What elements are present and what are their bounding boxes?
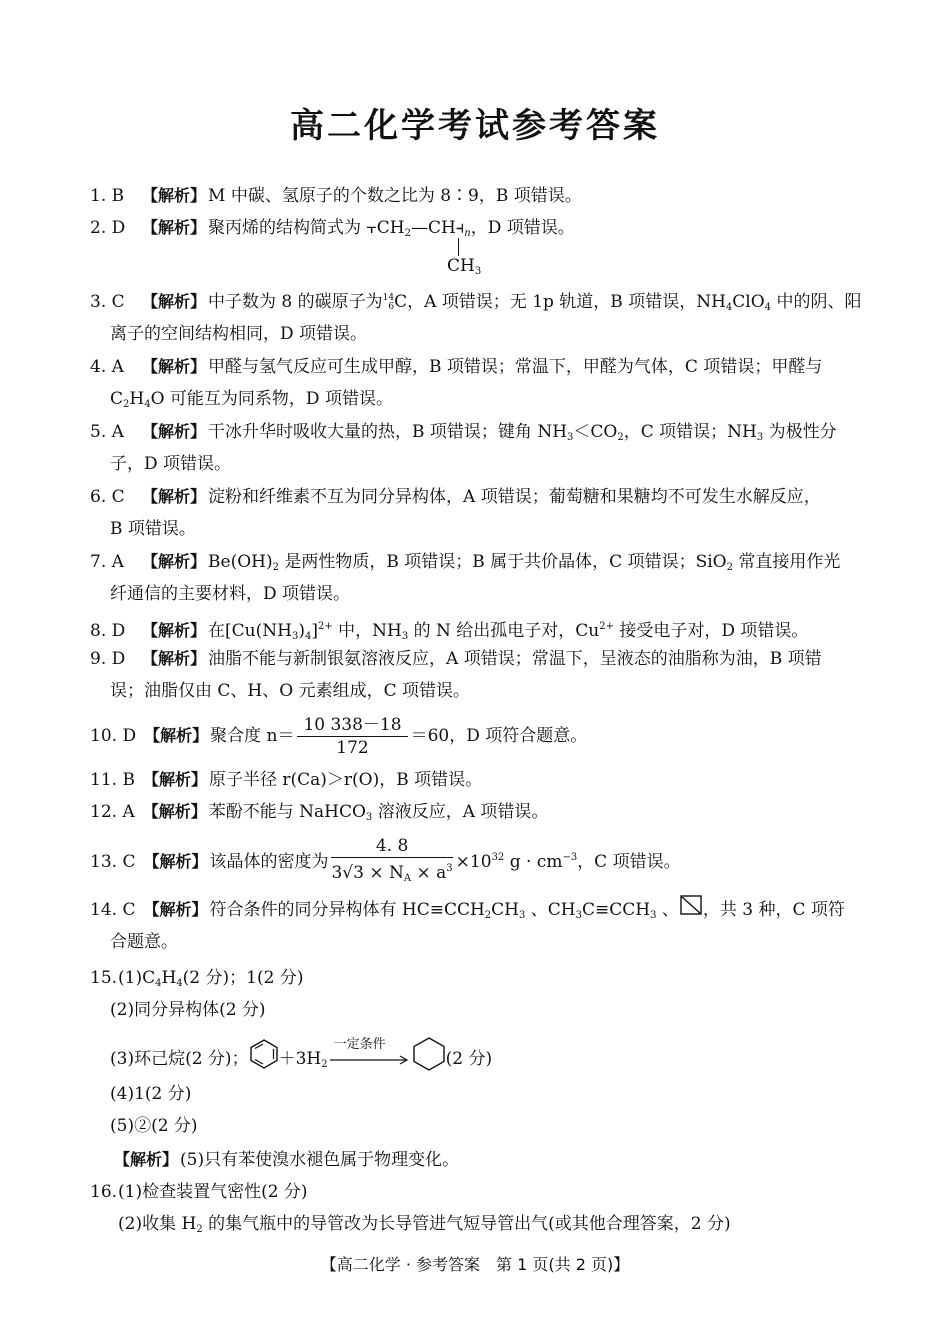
answer-number: 13. C: [90, 852, 136, 872]
answer-3-cont: 离子的空间结构相同，D 项错误。: [110, 324, 368, 344]
page-footer: 【高二化学 · 参考答案 第 1 页(共 2 页)】: [320, 1255, 630, 1274]
answer-number: 14. C: [90, 900, 136, 920]
benzene-icon: [249, 1038, 279, 1081]
answer-number: 5. A: [90, 422, 124, 442]
analysis-tag: 【解析】: [144, 726, 209, 745]
answer-number: 9. D: [90, 649, 126, 669]
answer-16: 16.(1)检查装置气密性(2 分): [90, 1176, 870, 1208]
answer-number: 15.: [90, 968, 118, 988]
answer-number: 8. D: [90, 621, 126, 641]
page-title: 高二化学考试参考答案: [290, 106, 660, 146]
answer-number: 4. A: [90, 357, 124, 377]
fraction: $\frac{4. 8}{3√3 \times N_A \times a^3}$: [331, 836, 453, 884]
answer-number: 1. B: [90, 186, 125, 206]
answer-15-part3: (3)环己烷(2 分)； $+3H_2$ 一定条件 (2 分): [110, 1036, 492, 1083]
answer-11: 11. B 【解析】 原子半径 r(Ca)＞r(O)，B 项错误。: [90, 764, 870, 796]
answer-13: 13. C 【解析】 该晶体的密度为 $\frac{4. 8}{3√3 \times N_A \times a^3}$ $\times 10^{32}$ $g \cdot cm^{-3}$，C 项错误。: [90, 835, 870, 890]
answer-number: 3. C: [90, 292, 125, 312]
answer-5-cont: 子，D 项错误。: [110, 454, 232, 474]
answer-number: 16.: [90, 1182, 118, 1202]
answer-2: 2. D 【解析】 聚丙烯的结构简式为 $⫟CH_2—CH⫞_n$，D 项错误。: [90, 212, 870, 250]
analysis-tag: 【解析】: [143, 900, 208, 919]
isotope-notation: 14 6: [382, 292, 395, 312]
answer-14: 14. C 【解析】 符合条件的同分异构体有 $HC\equiv CCH_2CH_3$ 、$CH_3C\equiv CCH_3$ 、 ，共 3 种，C 项符: [90, 894, 870, 932]
answer-6: 6. C 【解析】 淀粉和纤维素不互为同分异构体，A 项错误；葡萄糖和果糖均不可发生水解反应，: [90, 481, 870, 513]
fraction: $\frac{10 338-18}{172}$: [297, 714, 407, 759]
analysis-tag: 【解析】: [142, 357, 207, 376]
answer-5: 5. A 【解析】 干冰升华时吸收大量的热，B 项错误；键角 $NH_3<CO_2$，C 项错误；$NH_3$ 为极性分: [90, 416, 870, 454]
answer-14-cont: 合题意。: [110, 932, 178, 952]
answer-3: 3. C 【解析】 中子数为 8 的碳原子为 14 6 C，A 项错误；无 1p 轨道，B 项错误，$NH_4ClO_4$ 中的阴、阳: [90, 286, 870, 324]
answer-15: $15.(1)C_4H_4(2$ 分)；1(2 分): [90, 962, 870, 1000]
answer-number: 12. A: [90, 802, 135, 822]
answer-15-part4: (4)1(2 分): [110, 1084, 192, 1104]
analysis-tag: 【解析】: [142, 422, 207, 441]
analysis-tag: 【解析】: [142, 487, 207, 506]
reaction-arrow-icon: 一定条件: [328, 1044, 412, 1076]
answer-10: 10. D 【解析】 聚合度 n＝ $\frac{10 338-18}{172}$ ＝60，D 项符合题意。: [90, 715, 588, 758]
analysis-tag: 【解析】: [142, 802, 207, 821]
answer-16-part2: (2)收集 $H_2$ 的集气瓶中的导管改为长导管进气短导管出气(或其他合理答案，2 分): [118, 1214, 731, 1235]
answer-number: 10. D: [90, 726, 137, 746]
analysis-tag: 【解析】: [142, 621, 207, 640]
answer-9: 9. D 【解析】 油脂不能与新制银氨溶液反应，A 项错误；常温下，呈液态的油脂称为油，B 项错: [90, 643, 870, 675]
answer-number: 2. D: [90, 218, 126, 238]
answer-7: 7. A 【解析】 $Be(OH)_2$ 是两性物质，B 项错误；B 属于共价晶体，C 项错误；SiO$_2$ 常直接用作光: [90, 546, 870, 584]
answer-4: 4. A 【解析】 甲醛与氢气反应可生成甲醇，B 项错误；常温下，甲醛为气体，C 项错误；甲醛与: [90, 351, 870, 383]
cyclohexane-icon: [412, 1036, 446, 1083]
analysis-tag: 【解析】: [142, 218, 207, 237]
answer-15-analysis: 【解析】 (5)只有苯使溴水褪色属于物理变化。: [114, 1150, 460, 1170]
answer-6-cont: B 项错误。: [110, 519, 196, 539]
answer-7-cont: 纤通信的主要材料，D 项错误。: [110, 584, 351, 604]
answer-15-part5: (5)②(2 分): [110, 1116, 198, 1136]
answer-12: 12. A 【解析】 苯酚不能与 NaHCO$_3$ 溶液反应，A 项错误。: [90, 796, 870, 834]
cyclobutene-icon: [679, 894, 703, 927]
analysis-tag: 【解析】: [142, 770, 207, 789]
answer-number: 7. A: [90, 552, 124, 572]
methyl-group: $CH_3$: [447, 256, 482, 277]
analysis-tag: 【解析】: [142, 186, 207, 205]
answer-9-cont: 误；油脂仅由 C、H、O 元素组成，C 项错误。: [110, 681, 470, 701]
answer-number: 6. C: [90, 487, 125, 507]
analysis-tag: 【解析】: [142, 552, 207, 571]
answer-text: M 中碳、氢原子的个数之比为 8∶9，B 项错误。: [208, 186, 582, 206]
answer-number: 11. B: [90, 770, 135, 790]
polymer-bracket-right: ⫞: [455, 218, 465, 238]
answer-4-cont: $C_2H_4O$ 可能互为同系物，D 项错误。: [110, 389, 393, 410]
polymer-bracket-left: ⫟: [366, 218, 377, 238]
analysis-tag: 【解析】: [114, 1150, 179, 1169]
answer-8: 8. D 【解析】 在$[Cu(NH_3)_4]^{2+}$ 中，$NH_3$ 的 N 给出孤电子对，$Cu^{2+}$ 接受电子对，D 项错误。: [90, 611, 870, 653]
analysis-tag: 【解析】: [142, 649, 207, 668]
analysis-tag: 【解析】: [142, 292, 207, 311]
analysis-tag: 【解析】: [143, 852, 208, 871]
answer-15-part2: (2)同分异构体(2 分): [110, 1000, 266, 1020]
answer-1: [90, 180, 870, 212]
